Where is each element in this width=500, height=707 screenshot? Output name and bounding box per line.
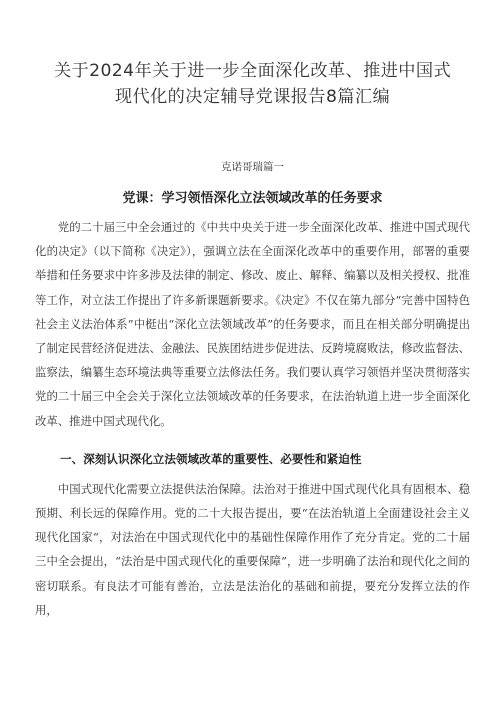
body-paragraph-1: 党的二十届三中全会通过的《中共中央关于进一步全面深化改革、推进中国式现代化的决定》（以下简称《决定》），强调立法在全面深化改革中的重要作用，部署的重要举措和任务要求中许多涉及法律的制定、修改、废止、解释、编纂以及相关授权、批准等工作，对立法工作提出了许多新课题新要求。《决定》不仅在第九部分“完善中国特色社会主义法治体系”中梃出“深化立法领域改革”的任务要求，而且在相关部分明确提出了制定民营经济促进法、金融法、民族团结进步促进法、反跨境腐败法，修改监督法、监察法，编纂生态环境法典等重要立法修法任务。我们要认真学习领悟并坚决贯彻落实党的二十届三中全会关于深化立法领域改革的任务要求，在法治轨道上进一步全面深化改革、推进中国式现代化。	[35, 220, 470, 428]
body-paragraph-2: 中国式现代化需要立法提供法治保障。法治对于推进中国式现代化具有固根本、稳预期、利长远的保障作用。党的二十大报告提出，要“在法治轨道上全面建设社会主义现代化国家“，对法治在中国式现代化中的基础性保障作用作了充分肯定。党的二十届三中全会提出，“法治是中国式现代化的重要保障”，进一步明确了法治和现代化之间的密切联系。有良法才可能有善治，立法是法治化的基础和前提，要充分发挥立法的作用，	[35, 481, 470, 617]
document-title-line-1: 关于2024年关于进一步全面深化改革、推进中国式	[53, 61, 452, 81]
lesson-title: 党课：学习领悟深化立法领域改革的任务要求	[122, 191, 383, 206]
document-title-line-2: 现代化的决定辅导党课报告8篇汇编	[114, 87, 391, 107]
section-label: 克诺哥瑞篇一	[221, 161, 284, 173]
document-title	[35, 58, 470, 110]
section-heading-1: 一、深刻认识深化立法领域改革的重要性、必要性和紧迫性	[60, 451, 362, 466]
